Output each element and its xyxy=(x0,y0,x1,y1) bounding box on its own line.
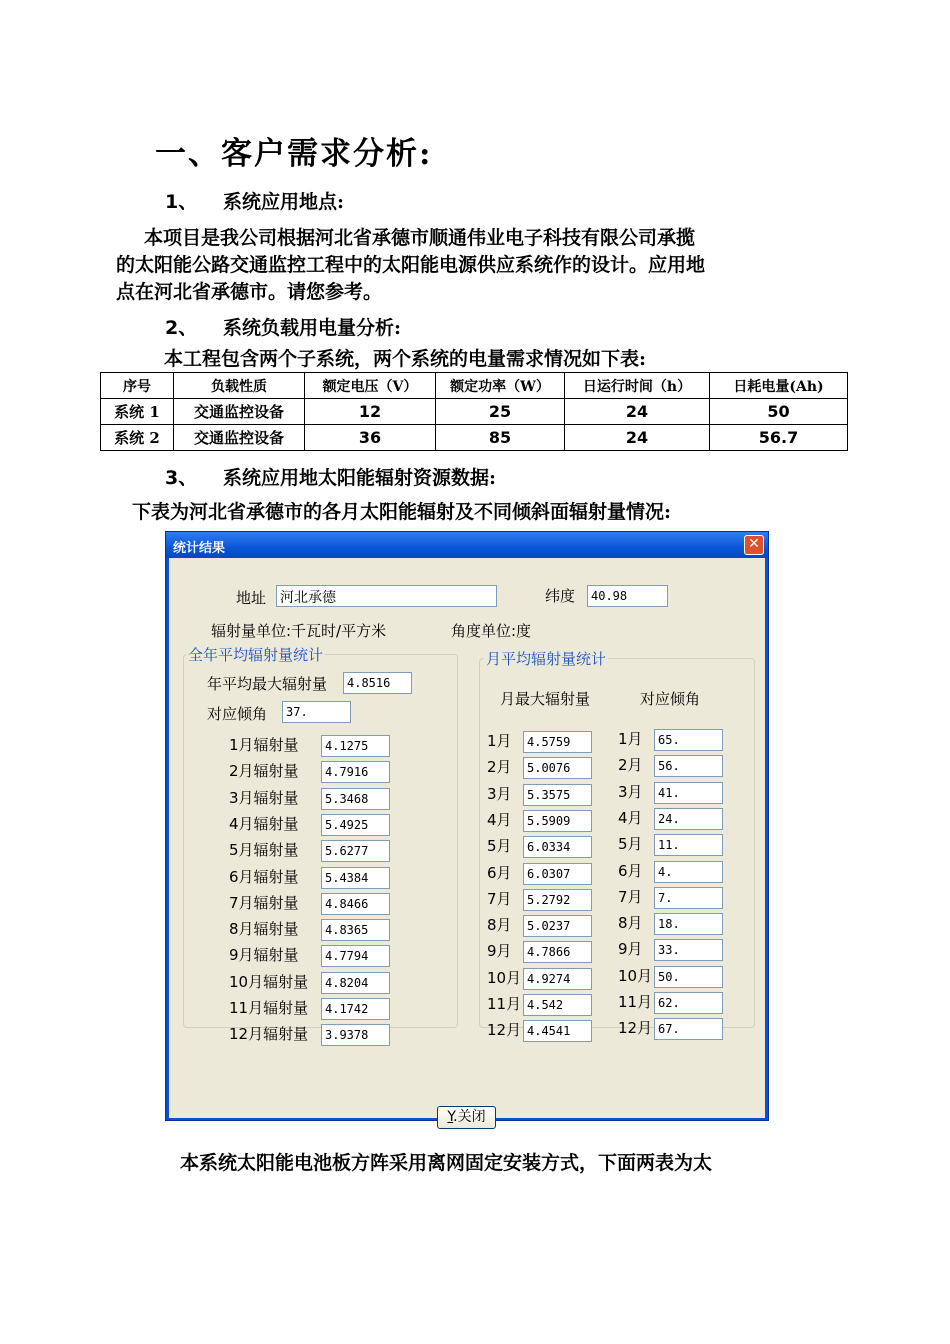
table-cell: 50 xyxy=(710,399,848,425)
monthly-col-angle-label: 对应倾角 xyxy=(640,690,701,708)
table-cell: 12 xyxy=(305,399,436,425)
monthly-angle-month-label: 7月 xyxy=(618,887,643,906)
table-cell: 交通监控设备 xyxy=(174,399,305,425)
section-number: 1、 xyxy=(165,191,198,213)
section-number: 2、 xyxy=(165,317,198,339)
table-cell: 24 xyxy=(565,399,710,425)
table-row xyxy=(101,399,848,425)
load-table xyxy=(100,372,848,451)
monthly-angle-field[interactable]: 18. xyxy=(654,913,723,935)
monthly-angle-field[interactable]: 67. xyxy=(654,1018,723,1040)
latitude-field[interactable]: 40.98 xyxy=(587,585,668,607)
monthly-angle-month-label: 8月 xyxy=(618,914,643,933)
dialog-titlebar[interactable] xyxy=(166,532,768,558)
table-header-cell: 额定功率（W） xyxy=(436,373,565,399)
table-cell: 系统 1 xyxy=(101,399,174,425)
monthly-max-field[interactable]: 5.0237 xyxy=(523,915,592,937)
monthly-angle-field[interactable]: 7. xyxy=(654,887,723,909)
section-1-heading xyxy=(165,187,344,214)
monthly-month-label: 10月 xyxy=(487,968,522,987)
monthly-angle-month-label: 9月 xyxy=(618,940,643,959)
annual-month-field[interactable]: 4.8466 xyxy=(321,893,390,915)
monthly-angle-field[interactable]: 65. xyxy=(654,729,723,751)
annual-month-label: 1月辐射量 xyxy=(229,736,299,754)
monthly-angle-month-label: 11月 xyxy=(618,993,653,1011)
table-header-cell: 日运行时间（h） xyxy=(565,373,710,399)
angle-unit-label: 角度单位:度 xyxy=(451,622,532,640)
annual-month-label: 10月辐射量 xyxy=(229,972,309,991)
section-title: 系统应用地点: xyxy=(223,191,345,213)
paragraph-load-intro: 本工程包含两个子系统，两个系统的电量需求情况如下表: xyxy=(164,348,647,370)
annual-max-label: 年平均最大辐射量 xyxy=(207,675,328,693)
monthly-angle-field[interactable]: 24. xyxy=(654,808,723,830)
monthly-angle-month-label: 6月 xyxy=(618,861,643,880)
statistics-dialog xyxy=(165,531,769,1125)
monthly-max-field[interactable]: 5.2792 xyxy=(523,889,592,911)
monthly-month-label: 9月 xyxy=(487,942,512,961)
table-header-cell: 负载性质 xyxy=(174,373,305,399)
section-number: 3、 xyxy=(165,467,198,489)
table-header-cell: 日耗电量(Ah) xyxy=(710,373,848,399)
monthly-max-field[interactable]: 6.0307 xyxy=(523,863,592,885)
page-heading: 一、客户需求分析: xyxy=(155,136,433,172)
table-row xyxy=(101,425,848,451)
monthly-month-label: 11月 xyxy=(487,995,522,1013)
monthly-max-field[interactable]: 4.5759 xyxy=(523,731,592,753)
radiation-unit-label: 辐射量单位:千瓦时/平方米 xyxy=(211,622,387,640)
annual-month-field[interactable]: 5.6277 xyxy=(321,840,390,862)
annual-month-field[interactable]: 5.4384 xyxy=(321,867,390,889)
table-cell: 56.7 xyxy=(710,425,848,451)
table-cell: 85 xyxy=(436,425,565,451)
annual-month-label: 11月辐射量 xyxy=(229,999,309,1017)
monthly-max-field[interactable]: 4.7866 xyxy=(523,941,592,963)
latitude-label: 纬度 xyxy=(545,587,576,605)
monthly-angle-field[interactable]: 50. xyxy=(654,966,723,988)
annual-angle-field[interactable]: 37. xyxy=(282,701,351,723)
monthly-angle-month-label: 10月 xyxy=(618,966,653,985)
annual-month-field[interactable]: 5.4925 xyxy=(321,814,390,836)
annual-month-field[interactable]: 5.3468 xyxy=(321,788,390,810)
annual-month-field[interactable]: 4.7916 xyxy=(321,761,390,783)
annual-month-field[interactable]: 4.8365 xyxy=(321,919,390,941)
annual-max-field[interactable]: 4.8516 xyxy=(343,672,412,694)
monthly-angle-field[interactable]: 62. xyxy=(654,992,723,1014)
monthly-month-label: 6月 xyxy=(487,863,512,882)
section-3-heading xyxy=(165,463,496,490)
monthly-group-title: 月平均辐射量统计 xyxy=(486,650,607,668)
paragraph-line: 点在河北省承德市。请您参考。 xyxy=(116,281,383,303)
section-title: 系统应用地太阳能辐射资源数据: xyxy=(223,467,497,489)
monthly-month-label: 5月 xyxy=(487,837,512,856)
annual-month-label: 8月辐射量 xyxy=(229,920,299,939)
table-header-row xyxy=(101,373,848,399)
monthly-month-label: 7月 xyxy=(487,889,512,908)
table-cell: 36 xyxy=(305,425,436,451)
annual-month-field[interactable]: 4.8204 xyxy=(321,972,390,994)
annual-month-label: 9月辐射量 xyxy=(229,946,299,965)
dialog-client-area xyxy=(169,558,765,1125)
monthly-month-label: 12月 xyxy=(487,1021,522,1040)
monthly-month-label: 1月 xyxy=(487,732,512,750)
table-header-cell: 额定电压（V） xyxy=(305,373,436,399)
monthly-angle-month-label: 3月 xyxy=(618,782,643,801)
paragraph-line: 的太阳能公路交通监控工程中的太阳能电源供应系统作的设计。应用地 xyxy=(116,254,706,276)
monthly-max-field[interactable]: 4.542 xyxy=(523,994,592,1016)
annual-month-label: 5月辐射量 xyxy=(229,841,299,860)
address-field[interactable]: 河北承德 xyxy=(276,585,497,607)
section-title: 系统负载用电量分析: xyxy=(223,317,402,339)
monthly-month-label: 3月 xyxy=(487,784,512,803)
monthly-max-field[interactable]: 5.3575 xyxy=(523,784,592,806)
monthly-col-max-label: 月最大辐射量 xyxy=(500,690,591,708)
annual-month-label: 12月辐射量 xyxy=(229,1025,309,1044)
table-header-cell: 序号 xyxy=(101,373,174,399)
monthly-angle-month-label: 1月 xyxy=(618,730,643,748)
monthly-angle-month-label: 5月 xyxy=(618,835,643,854)
close-button-label: .关闭 xyxy=(453,1109,486,1125)
monthly-angle-field[interactable]: 11. xyxy=(654,834,723,856)
annual-group-title: 全年平均辐射量统计 xyxy=(188,646,324,664)
paragraph-location xyxy=(116,225,816,306)
paragraph-radiation-intro: 下表为河北省承德市的各月太阳能辐射及不同倾斜面辐射量情况: xyxy=(132,501,672,523)
monthly-angle-field[interactable]: 4. xyxy=(654,861,723,883)
annual-angle-label: 对应倾角 xyxy=(207,705,268,723)
table-cell: 交通监控设备 xyxy=(174,425,305,451)
annual-month-field[interactable]: 4.7794 xyxy=(321,945,390,967)
monthly-max-field[interactable]: 4.4541 xyxy=(523,1020,592,1042)
monthly-max-field[interactable]: 5.0076 xyxy=(523,757,592,779)
monthly-max-field[interactable]: 6.0334 xyxy=(523,836,592,858)
annual-month-label: 7月辐射量 xyxy=(229,893,299,912)
annual-month-field[interactable]: 4.1742 xyxy=(321,998,390,1020)
monthly-angle-field[interactable]: 56. xyxy=(654,755,723,777)
annual-month-label: 6月辐射量 xyxy=(229,867,299,886)
monthly-month-label: 4月 xyxy=(487,810,512,829)
monthly-angle-month-label: 2月 xyxy=(618,756,643,775)
monthly-angle-field[interactable]: 41. xyxy=(654,782,723,804)
table-cell: 24 xyxy=(565,425,710,451)
monthly-max-field[interactable]: 5.5909 xyxy=(523,810,592,832)
paragraph-line: 本项目是我公司根据河北省承德市顺通伟业电子科技有限公司承揽 xyxy=(144,227,696,249)
annual-month-label: 4月辐射量 xyxy=(229,814,299,833)
section-2-heading xyxy=(165,313,401,340)
dialog-title: 统计结果 xyxy=(173,541,226,556)
annual-month-field[interactable]: 4.1275 xyxy=(321,735,390,757)
annual-month-label: 2月辐射量 xyxy=(229,762,299,781)
close-icon[interactable]: ✕ xyxy=(744,535,764,555)
annual-month-field[interactable]: 3.9378 xyxy=(321,1024,390,1046)
close-button[interactable] xyxy=(437,1106,496,1129)
table-cell: 25 xyxy=(436,399,565,425)
monthly-angle-field[interactable]: 33. xyxy=(654,939,723,961)
monthly-month-label: 8月 xyxy=(487,916,512,935)
monthly-angle-month-label: 4月 xyxy=(618,808,643,827)
paragraph-installation: 本系统太阳能电池板方阵采用离网固定安装方式，下面两表为太 xyxy=(180,1152,713,1174)
monthly-month-label: 2月 xyxy=(487,758,512,777)
monthly-max-field[interactable]: 4.9274 xyxy=(523,968,592,990)
monthly-angle-month-label: 12月 xyxy=(618,1019,653,1038)
annual-month-label: 3月辐射量 xyxy=(229,788,299,807)
close-button-hotkey: Y xyxy=(447,1109,454,1125)
table-cell: 系统 2 xyxy=(101,425,174,451)
address-label: 地址 xyxy=(236,589,267,607)
